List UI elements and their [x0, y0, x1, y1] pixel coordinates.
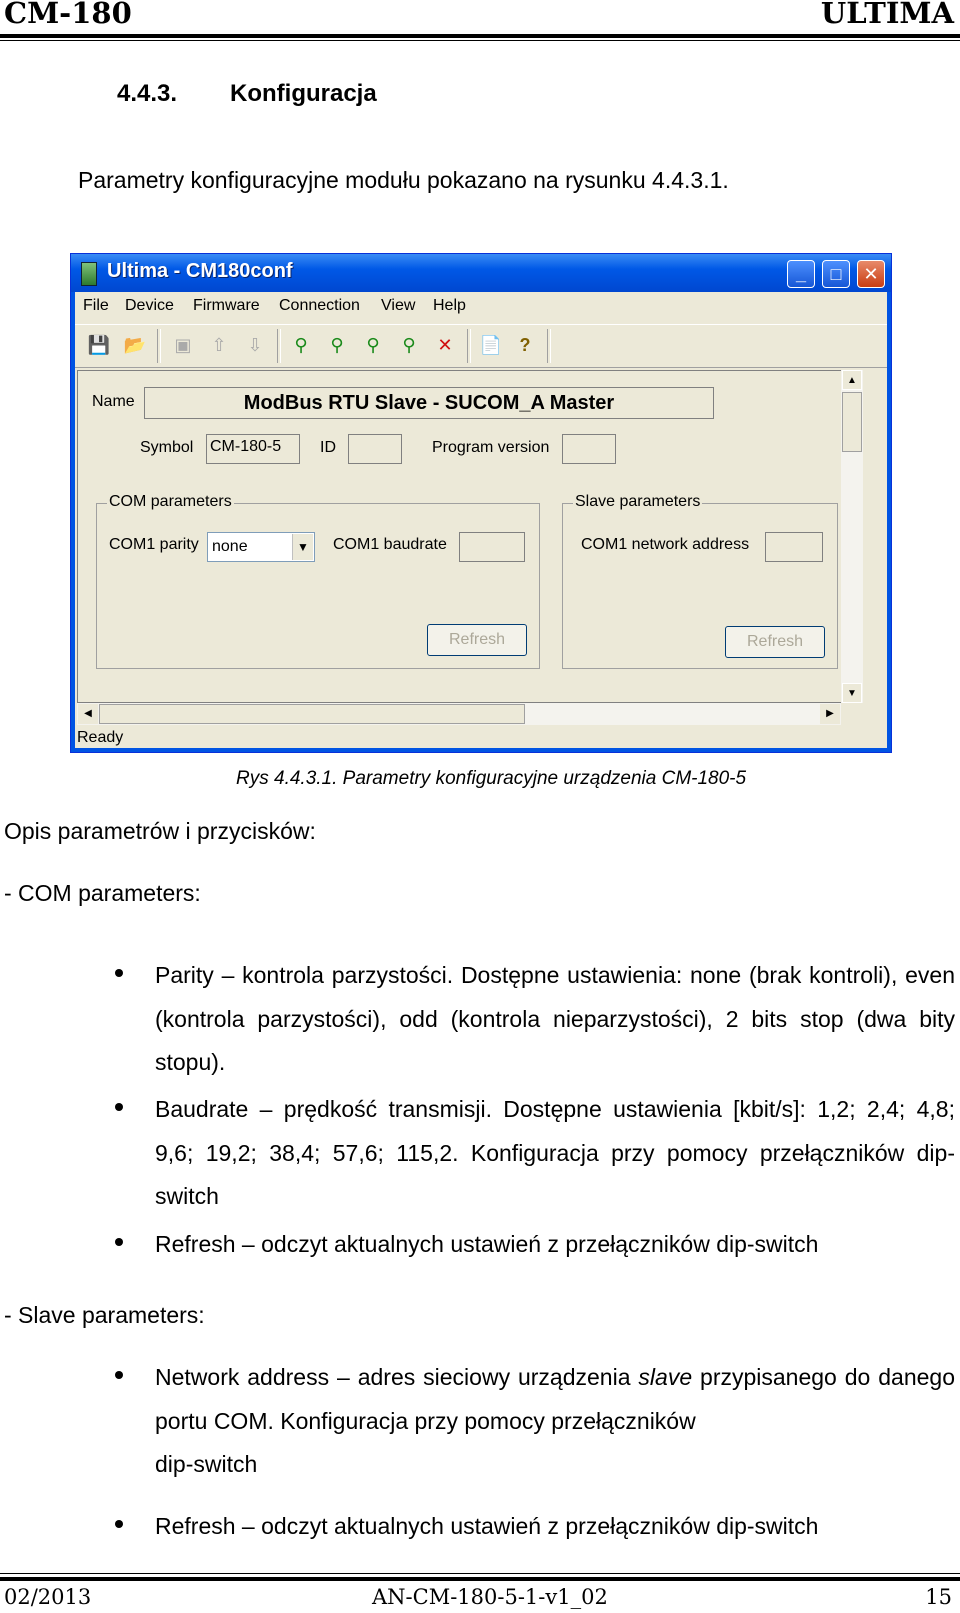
scroll-down-icon[interactable]: ▼: [842, 683, 862, 703]
bullet: [115, 1238, 123, 1246]
horizontal-scroll-thumb[interactable]: [99, 704, 525, 724]
menu-file[interactable]: File: [83, 297, 109, 314]
com-item-baudrate: Baudrate – prędkość transmisji. Dostępne ustawienia [kbit/s]: 1,2; 2,4; 4,8; 9,6; 19,2; 38,4; 57,6; 115,2. Konfiguracja przy pomocy przełączników dip-switch: [155, 1096, 955, 1209]
com-refresh-button[interactable]: Refresh: [427, 624, 527, 656]
open-icon[interactable]: 📂: [123, 334, 147, 355]
footer-date: 02/2013: [4, 1585, 92, 1609]
config-window: [70, 253, 892, 753]
symbol-field[interactable]: CM-180-5: [206, 434, 300, 464]
slave-item-address: [155, 1356, 955, 1487]
bullet: [115, 1520, 123, 1528]
bullet: [115, 1103, 123, 1111]
save-icon[interactable]: 💾: [87, 334, 111, 355]
menu-connection[interactable]: Connection: [279, 297, 360, 314]
close-button[interactable]: ✕: [857, 260, 885, 288]
toolbar-separator: [277, 329, 281, 363]
slave-address-text-3: dip-switch: [155, 1451, 258, 1477]
section-number: 4.4.3.: [117, 80, 178, 107]
slave-item-refresh: Refresh – odczyt aktualnych ustawień z przełączników dip-switch: [155, 1513, 819, 1539]
header-rule: [0, 34, 960, 38]
slave-parameters-title: Slave parameters: [575, 493, 701, 510]
slave-address-text: Network address – adres sieciowy urządzenia: [155, 1364, 639, 1390]
connect-3-icon[interactable]: ⚲: [366, 334, 380, 355]
com-parameters-title: COM parameters: [109, 493, 232, 510]
com-parameters-group: [96, 493, 540, 669]
id-field[interactable]: [348, 434, 402, 464]
bullet: [115, 969, 123, 977]
menu-device[interactable]: Device: [125, 297, 174, 314]
slave-word: slave: [638, 1364, 693, 1390]
toolbar-separator: [547, 329, 551, 363]
app-icon: [81, 262, 97, 286]
connect-2-icon[interactable]: ⚲: [330, 334, 344, 355]
menu-help[interactable]: Help: [433, 297, 466, 314]
menu-firmware[interactable]: Firmware: [193, 297, 260, 314]
com1-network-address-field[interactable]: [765, 532, 823, 562]
com1-parity-value: none: [212, 538, 248, 555]
config-panel: [77, 370, 843, 703]
doc-icon[interactable]: 📄: [479, 334, 503, 355]
status-bar: Ready: [77, 729, 124, 746]
window-client: [75, 292, 887, 748]
symbol-label: Symbol: [140, 439, 194, 456]
description-heading: Opis parametrów i przycisków:: [4, 818, 316, 844]
com1-parity-label: COM1 parity: [109, 536, 199, 553]
connect-4-icon[interactable]: ⚲: [402, 334, 416, 355]
toolbar-separator: [157, 329, 161, 363]
slave-address-text-2: przypisanego do danego portu COM. Konfiguracja przy pomocy przełączników: [155, 1364, 956, 1434]
intro-text: Parametry konfiguracyjne modułu pokazano na rysunku 4.4.3.1.: [78, 167, 729, 193]
scroll-up-icon[interactable]: ▲: [842, 370, 862, 390]
title-bar[interactable]: [71, 254, 891, 292]
header-right: ULTIMA: [820, 0, 954, 30]
section-title: Konfiguracja: [230, 80, 377, 107]
chevron-down-icon[interactable]: ▼: [292, 534, 313, 560]
slave-parameters-group: [562, 493, 838, 669]
footer-doc-id: AN-CM-180-5-1-v1_02: [372, 1585, 608, 1609]
com-item-refresh: Refresh – odczyt aktualnych ustawień z przełączników dip-switch: [155, 1231, 819, 1257]
footer-rule-thin: [0, 1573, 960, 1574]
slave-refresh-button[interactable]: Refresh: [725, 626, 825, 658]
vertical-scrollbar[interactable]: [841, 370, 863, 703]
read-icon[interactable]: ⇧: [211, 334, 227, 355]
program-version-label: Program version: [432, 439, 550, 456]
scroll-left-icon[interactable]: ◀: [78, 704, 98, 724]
id-label: ID: [320, 439, 336, 456]
help-icon[interactable]: ?: [519, 334, 531, 355]
com-parameters-heading: - COM parameters:: [4, 880, 201, 906]
menu-bar: [75, 292, 887, 322]
com-item-parity: Parity – kontrola parzystości. Dostępne ustawienia: none (brak kontroli), even (kontrola parzystości), odd (kontrola nieparzystości), 2 bits stop (dwa bity stopu).: [155, 962, 955, 1075]
footer-rule: [0, 1577, 960, 1581]
vertical-scroll-thumb[interactable]: [842, 392, 862, 452]
maximize-button[interactable]: □: [822, 260, 850, 288]
header-left: CM-180: [4, 0, 132, 30]
toolbar: [75, 324, 887, 368]
header-rule-thin: [0, 40, 960, 41]
auto-read-icon[interactable]: ▣: [174, 334, 192, 355]
slave-parameters-heading: - Slave parameters:: [4, 1302, 205, 1328]
footer-page-number: 15: [925, 1585, 952, 1609]
disconnect-icon[interactable]: ✕: [437, 334, 453, 355]
menu-view[interactable]: View: [381, 297, 416, 314]
name-label: Name: [92, 393, 135, 410]
bullet: [115, 1371, 123, 1379]
com1-parity-select[interactable]: [207, 532, 315, 562]
write-icon[interactable]: ⇩: [247, 334, 263, 355]
com1-baudrate-label: COM1 baudrate: [333, 536, 447, 553]
name-field[interactable]: ModBus RTU Slave - SUCOM_A Master: [144, 387, 714, 419]
com1-network-address-label: COM1 network address: [581, 536, 750, 553]
com1-baudrate-field[interactable]: [459, 532, 525, 562]
scroll-right-icon[interactable]: ▶: [820, 704, 840, 724]
window-title: Ultima - CM180conf: [107, 260, 293, 282]
toolbar-separator: [467, 329, 471, 363]
figure-caption: Rys 4.4.3.1. Parametry konfiguracyjne urządzenia CM-180-5: [236, 768, 747, 789]
program-version-field[interactable]: [562, 434, 616, 464]
connect-1-icon[interactable]: ⚲: [294, 334, 308, 355]
horizontal-scrollbar[interactable]: [77, 703, 841, 725]
minimize-button[interactable]: _: [787, 260, 815, 288]
